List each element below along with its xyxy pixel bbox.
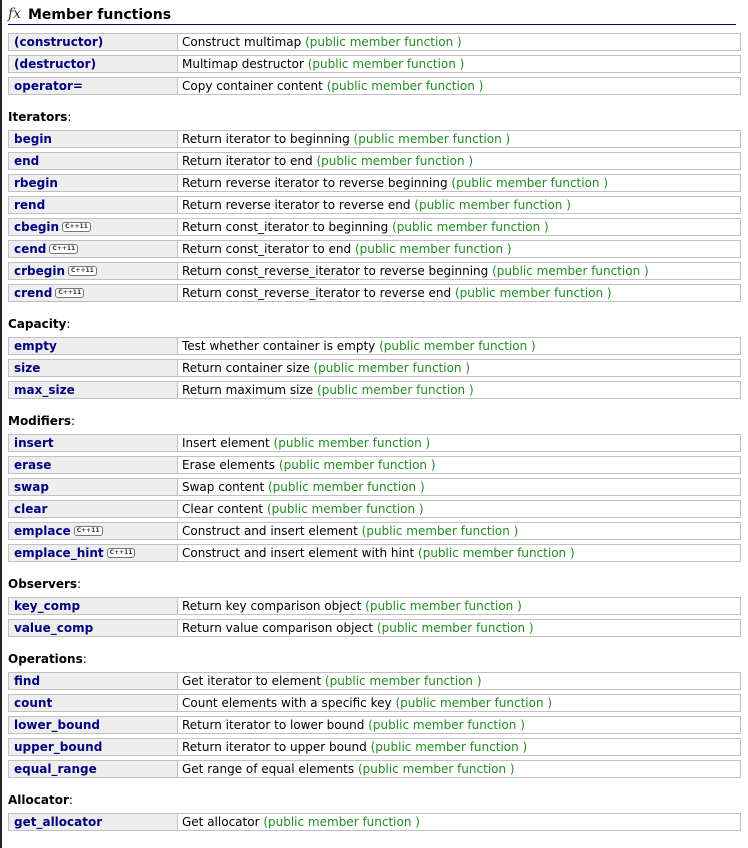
table-row [8, 130, 741, 148]
function-table [8, 597, 741, 637]
function-link[interactable]: clear [14, 502, 48, 516]
table-row [8, 544, 741, 562]
function-link[interactable]: insert [14, 436, 54, 450]
group-label-colon: : [66, 317, 71, 331]
function-description: Return iterator to upper bound [182, 740, 367, 754]
function-description-cell [178, 240, 741, 258]
function-description-cell [178, 174, 741, 192]
function-kind-label: (public member function ) [368, 718, 525, 732]
group-label-colon: : [77, 577, 82, 591]
function-table [8, 130, 741, 302]
table-row [8, 500, 741, 518]
table-row [8, 174, 741, 192]
function-description-cell [178, 359, 741, 377]
cpp11-badge-icon: C++11 [68, 266, 97, 276]
function-description-cell [178, 55, 741, 73]
function-name-cell [8, 196, 178, 214]
function-groups [8, 33, 741, 831]
group-label-observers [8, 576, 741, 592]
function-name-cell [8, 337, 178, 355]
function-kind-label: (public member function ) [305, 35, 462, 49]
table-row [8, 77, 741, 95]
function-link[interactable]: find [14, 674, 41, 688]
table-row [8, 597, 741, 615]
function-link[interactable]: begin [14, 132, 52, 146]
cpp11-badge-icon: C++11 [107, 548, 136, 558]
function-description: Get iterator to element [182, 674, 322, 688]
function-description: Construct and insert element [182, 524, 358, 538]
function-description: Count elements with a specific key [182, 696, 392, 710]
table-row [8, 760, 741, 778]
group-label-text: Modifiers [8, 414, 71, 428]
function-description: Multimap destructor [182, 57, 304, 71]
function-table [8, 672, 741, 778]
function-name-cell [8, 456, 178, 474]
function-name-cell [8, 55, 178, 73]
table-row [8, 478, 741, 496]
function-description-cell [178, 381, 741, 399]
function-kind-label: (public member function ) [278, 458, 436, 472]
function-description-cell [178, 672, 741, 690]
member-functions-section [8, 0, 741, 835]
group-label-capacity [8, 316, 741, 332]
table-row [8, 55, 741, 73]
function-link[interactable]: empty [14, 339, 57, 353]
table-row [8, 434, 741, 452]
group-label-allocator [8, 792, 741, 808]
group-label-modifiers [8, 413, 741, 429]
function-kind-label: (public member function ) [379, 339, 536, 353]
function-kind-label: (public member function ) [418, 546, 575, 560]
function-description-cell [178, 337, 741, 355]
function-name-cell [8, 760, 178, 778]
function-link[interactable]: max_size [14, 383, 75, 397]
function-name-cell [8, 597, 178, 615]
function-kind-label: (public member function ) [392, 220, 549, 234]
function-description-cell [178, 716, 741, 734]
function-kind-label: (public member function ) [317, 383, 474, 397]
function-name-cell [8, 738, 178, 756]
group-label-colon: : [68, 793, 73, 807]
table-row [8, 716, 741, 734]
function-link[interactable]: value_comp [14, 621, 94, 635]
function-kind-label: (public member function ) [365, 599, 522, 613]
function-description: Copy container content [182, 79, 323, 93]
function-link[interactable]: lower_bound [14, 718, 101, 732]
function-description-cell [178, 33, 741, 51]
function-name-cell [8, 522, 178, 540]
section-header [8, 0, 741, 27]
function-link[interactable]: emplace [14, 524, 71, 538]
table-row [8, 337, 741, 355]
function-name-cell [8, 619, 178, 637]
cpp11-badge-icon: C++11 [62, 222, 91, 232]
function-description: Return const_reverse_iterator to reverse beginning [182, 264, 489, 278]
table-row [8, 619, 741, 637]
function-link[interactable]: end [14, 154, 40, 168]
function-kind-label: (public member function ) [454, 286, 612, 300]
table-row [8, 381, 741, 399]
function-link[interactable]: cbegin [14, 220, 60, 234]
function-table [8, 434, 741, 562]
function-description-cell [178, 694, 741, 712]
function-kind-label: (public member function ) [361, 524, 519, 538]
function-description: Return iterator to beginning [182, 132, 350, 146]
table-row [8, 672, 741, 690]
function-description-cell [178, 130, 741, 148]
group-label-text: Observers [8, 577, 78, 591]
function-description: Return const_iterator to end [182, 242, 352, 256]
table-row [8, 359, 741, 377]
function-link[interactable]: equal_range [14, 762, 97, 776]
function-link[interactable]: cend [14, 242, 47, 256]
function-description-cell [178, 284, 741, 302]
function-description-cell [178, 262, 741, 280]
function-link[interactable]: emplace_hint [14, 546, 104, 560]
function-name-cell [8, 478, 178, 496]
function-description-cell [178, 456, 741, 474]
function-name-cell [8, 694, 178, 712]
function-kind-label: (public member function ) [324, 674, 482, 688]
function-kind-label: (public member function ) [395, 696, 553, 710]
function-description-cell [178, 152, 741, 170]
function-description-cell [178, 597, 741, 615]
function-link[interactable]: (constructor) [14, 35, 104, 49]
table-row [8, 240, 741, 258]
function-name-cell [8, 284, 178, 302]
group-label-operations [8, 651, 741, 667]
cpp11-badge-icon: C++11 [49, 244, 78, 254]
page-left-border [0, 0, 2, 848]
function-name-cell [8, 359, 178, 377]
function-table [8, 813, 741, 831]
function-kind-label: (public member function ) [307, 57, 465, 71]
function-kind-label: (public member function ) [492, 264, 649, 278]
function-description-cell [178, 760, 741, 778]
table-row [8, 196, 741, 214]
function-description: Construct multimap [182, 35, 302, 49]
function-link[interactable]: size [14, 361, 41, 375]
function-name-cell [8, 77, 178, 95]
function-kind-label: (public member function ) [266, 502, 424, 516]
table-row [8, 738, 741, 756]
table-row [8, 694, 741, 712]
group-label-colon: : [82, 652, 87, 666]
function-table [8, 33, 741, 95]
function-name-cell [8, 500, 178, 518]
function-table [8, 337, 741, 399]
function-name-cell [8, 716, 178, 734]
function-description: Construct and insert element with hint [182, 546, 415, 560]
function-kind-label: (public member function ) [326, 79, 484, 93]
function-link[interactable]: operator= [14, 79, 83, 93]
table-row [8, 456, 741, 474]
group-label-colon: : [70, 414, 76, 428]
function-kind-label: (public member function ) [370, 740, 528, 754]
table-row [8, 218, 741, 236]
function-description-cell [178, 500, 741, 518]
function-kind-label: (public member function ) [313, 361, 471, 375]
function-description: Return iterator to end [182, 154, 313, 168]
function-name-cell [8, 544, 178, 562]
table-row [8, 522, 741, 540]
function-icon: fx [8, 6, 22, 22]
function-description: Return value comparison object [182, 621, 374, 635]
function-name-cell [8, 33, 178, 51]
function-description-cell [178, 196, 741, 214]
function-name-cell [8, 218, 178, 236]
table-row [8, 813, 741, 831]
section-title: Member functions [28, 7, 172, 23]
function-description: Insert element [182, 436, 270, 450]
function-link[interactable]: erase [14, 458, 52, 472]
function-description: Get allocator [182, 815, 260, 829]
function-description-cell [178, 544, 741, 562]
function-description: Return reverse iterator to reverse beginning [182, 176, 448, 190]
function-description: Erase elements [182, 458, 276, 472]
function-link[interactable]: swap [14, 480, 49, 494]
function-name-cell [8, 262, 178, 280]
function-description: Swap content [182, 480, 265, 494]
group-label-iterators [8, 109, 741, 125]
function-description: Return const_iterator to beginning [182, 220, 389, 234]
function-description-cell [178, 218, 741, 236]
group-label-text: Allocator [8, 793, 69, 807]
function-kind-label: (public member function ) [357, 762, 515, 776]
function-link[interactable]: crend [14, 286, 53, 300]
function-name-cell [8, 381, 178, 399]
function-name-cell [8, 813, 178, 831]
function-kind-label: (public member function ) [268, 480, 425, 494]
function-description: Return maximum size [182, 383, 314, 397]
function-description-cell [178, 522, 741, 540]
title-underline [8, 24, 736, 25]
group-label-text: Iterators [8, 110, 68, 124]
function-description-cell [178, 619, 741, 637]
function-kind-label: (public member function ) [354, 242, 512, 256]
function-link[interactable]: rend [14, 198, 46, 212]
function-link[interactable]: get_allocator [14, 815, 103, 829]
table-row [8, 262, 741, 280]
function-kind-label: (public member function ) [353, 132, 511, 146]
function-description: Return key comparison object [182, 599, 362, 613]
function-kind-label: (public member function ) [376, 621, 534, 635]
function-name-cell [8, 434, 178, 452]
table-row [8, 33, 741, 51]
function-description: Return iterator to lower bound [182, 718, 365, 732]
function-description: Return const_reverse_iterator to reverse end [182, 286, 452, 300]
group-label-text: Operations [8, 652, 83, 666]
function-description-cell [178, 434, 741, 452]
cpp11-badge-icon: C++11 [74, 526, 103, 536]
function-name-cell [8, 174, 178, 192]
cpp11-badge-icon: C++11 [55, 288, 84, 298]
function-description: Return container size [182, 361, 310, 375]
function-description-cell [178, 813, 741, 831]
function-link[interactable]: (destructor) [14, 57, 97, 71]
function-kind-label: (public member function ) [414, 198, 571, 212]
function-link[interactable]: crbegin [14, 264, 66, 278]
function-description-cell [178, 77, 741, 95]
group-label-colon: : [67, 110, 72, 124]
function-description: Test whether container is empty [182, 339, 376, 353]
table-row [8, 284, 741, 302]
function-name-cell [8, 672, 178, 690]
function-kind-label: (public member function ) [263, 815, 420, 829]
function-description: Get range of equal elements [182, 762, 355, 776]
function-name-cell [8, 240, 178, 258]
function-description-cell [178, 738, 741, 756]
function-description-cell [178, 478, 741, 496]
function-link[interactable]: rbegin [14, 176, 58, 190]
function-name-cell [8, 130, 178, 148]
function-description: Clear content [182, 502, 264, 516]
function-kind-label: (public member function ) [316, 154, 474, 168]
function-description: Return reverse iterator to reverse end [182, 198, 411, 212]
group-label-text: Capacity [8, 317, 67, 331]
function-link[interactable]: upper_bound [14, 740, 103, 754]
function-kind-label: (public member function ) [451, 176, 609, 190]
function-link[interactable]: key_comp [14, 599, 81, 613]
function-kind-label: (public member function ) [273, 436, 431, 450]
function-link[interactable]: count [14, 696, 53, 710]
function-name-cell [8, 152, 178, 170]
table-row [8, 152, 741, 170]
